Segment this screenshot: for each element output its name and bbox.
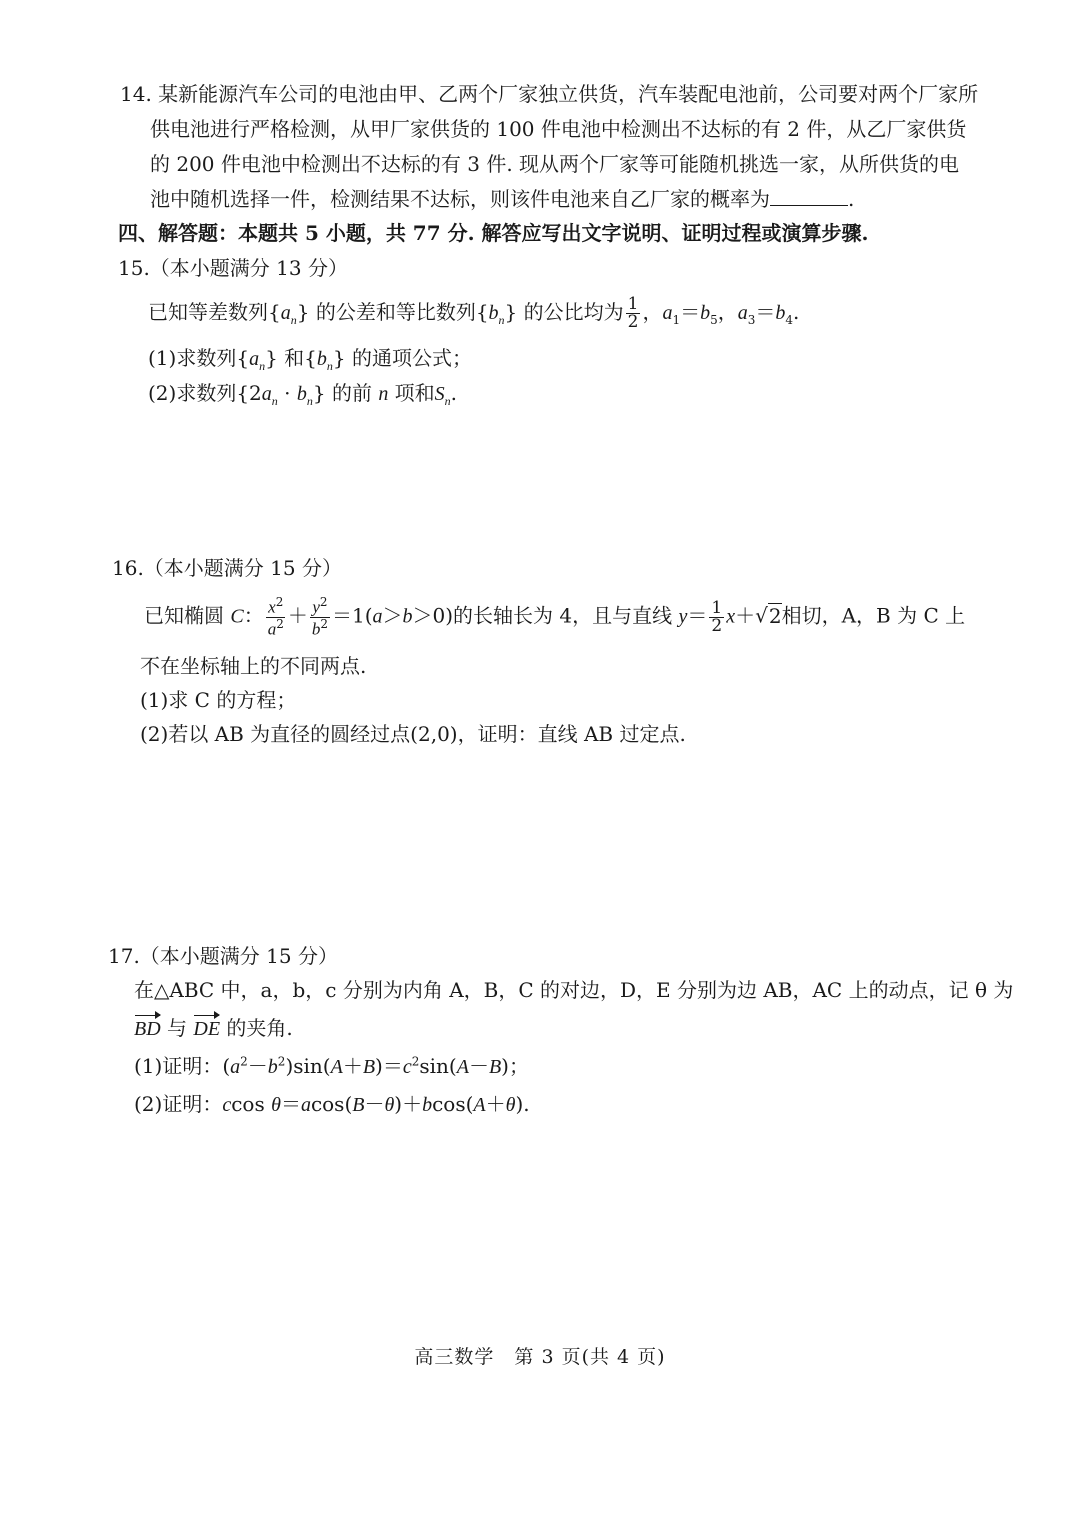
q17-heading: 17.（本小题满分 15 分）	[108, 944, 338, 968]
q16-stem: 已知椭圆 C： $\frac{x^2}{a^2}$ ＋ $\frac{y^2}{b^2}$ ＝1(a＞b＞0)的长轴长为 4，且与直线 y＝ $\frac{1}{2}$ x＋√2相切，A，B 为 C 上	[144, 595, 966, 639]
answer-blank[interactable]	[770, 191, 848, 206]
vector-bd: BD	[134, 1018, 161, 1040]
q14-line-3: 的 200 件电池中检测出不达标的有 3 件. 现从两个厂家等可能随机挑选一家，从所供货的电	[150, 152, 960, 176]
section-heading: 四、解答题：本题共 5 小题，共 77 分. 解答应写出文字说明、证明过程或演算步骤.	[118, 221, 869, 245]
fraction-half: $\frac{1}{2}$	[627, 294, 639, 332]
q16-part-2: (2)若以 AB 为直径的圆经过点(2,0)，证明：直线 AB 过定点.	[140, 722, 686, 746]
q15-part-2: (2)求数列$\{2a_n \cdot b_n\}$ 的前 n 项和$S_n$.	[148, 381, 458, 408]
q14-line-1: 14. 某新能源汽车公司的电池由甲、乙两个厂家独立供货，汽车装配电池前，公司要对两个厂家所	[120, 82, 979, 106]
q15-part-1: (1)求数列$\{a_n\}$ 和$\{b_n\}$ 的通项公式；	[148, 346, 472, 373]
q17-stem: 在△ABC 中，a，b，c 分别为内角 A，B，C 的对边，D，E 分别为边 AB，AC 上的动点，记 θ 为	[134, 978, 1014, 1002]
q16-part-1: (1)求 C 的方程；	[140, 688, 297, 712]
vector-de: DE	[193, 1018, 221, 1040]
page-footer: 高三数学 第 3 页(共 4 页)	[414, 1346, 666, 1368]
q16-heading: 16.（本小题满分 15 分）	[112, 556, 342, 580]
q17-stem-line-2: BD 与 DE 的夹角.	[134, 1016, 293, 1040]
q17-part-1: (1)证明：$(a^2-b^2)\sin(A+B)=c^2\sin(A-B)$；	[134, 1054, 529, 1078]
q14-line-4: 池中随机选择一件，检测结果不达标，则该件电池来自乙厂家的概率为 .	[150, 187, 855, 211]
q14-line-4-text: 池中随机选择一件，检测结果不达标，则该件电池来自乙厂家的概率为	[150, 187, 770, 211]
q15-heading: 15.（本小题满分 13 分）	[118, 256, 348, 280]
q15-stem: 已知等差数列$\{a_n\}$ 的公差和等比数列$\{b_n\}$ 的公比均为 $\frac{1}{2}$ ，$a_1=b_5$，$a_3=b_4$.	[148, 294, 800, 332]
q16-stem-line-2: 不在坐标轴上的不同两点.	[140, 654, 367, 678]
q14-line-2: 供电池进行严格检测，从甲厂家供货的 100 件电池中检测出不达标的有 2 件，从乙厂家供货	[150, 117, 967, 141]
q17-part-2: (2)证明：ccos θ＝acos(B－θ)＋bcos(A＋θ).	[134, 1092, 530, 1116]
